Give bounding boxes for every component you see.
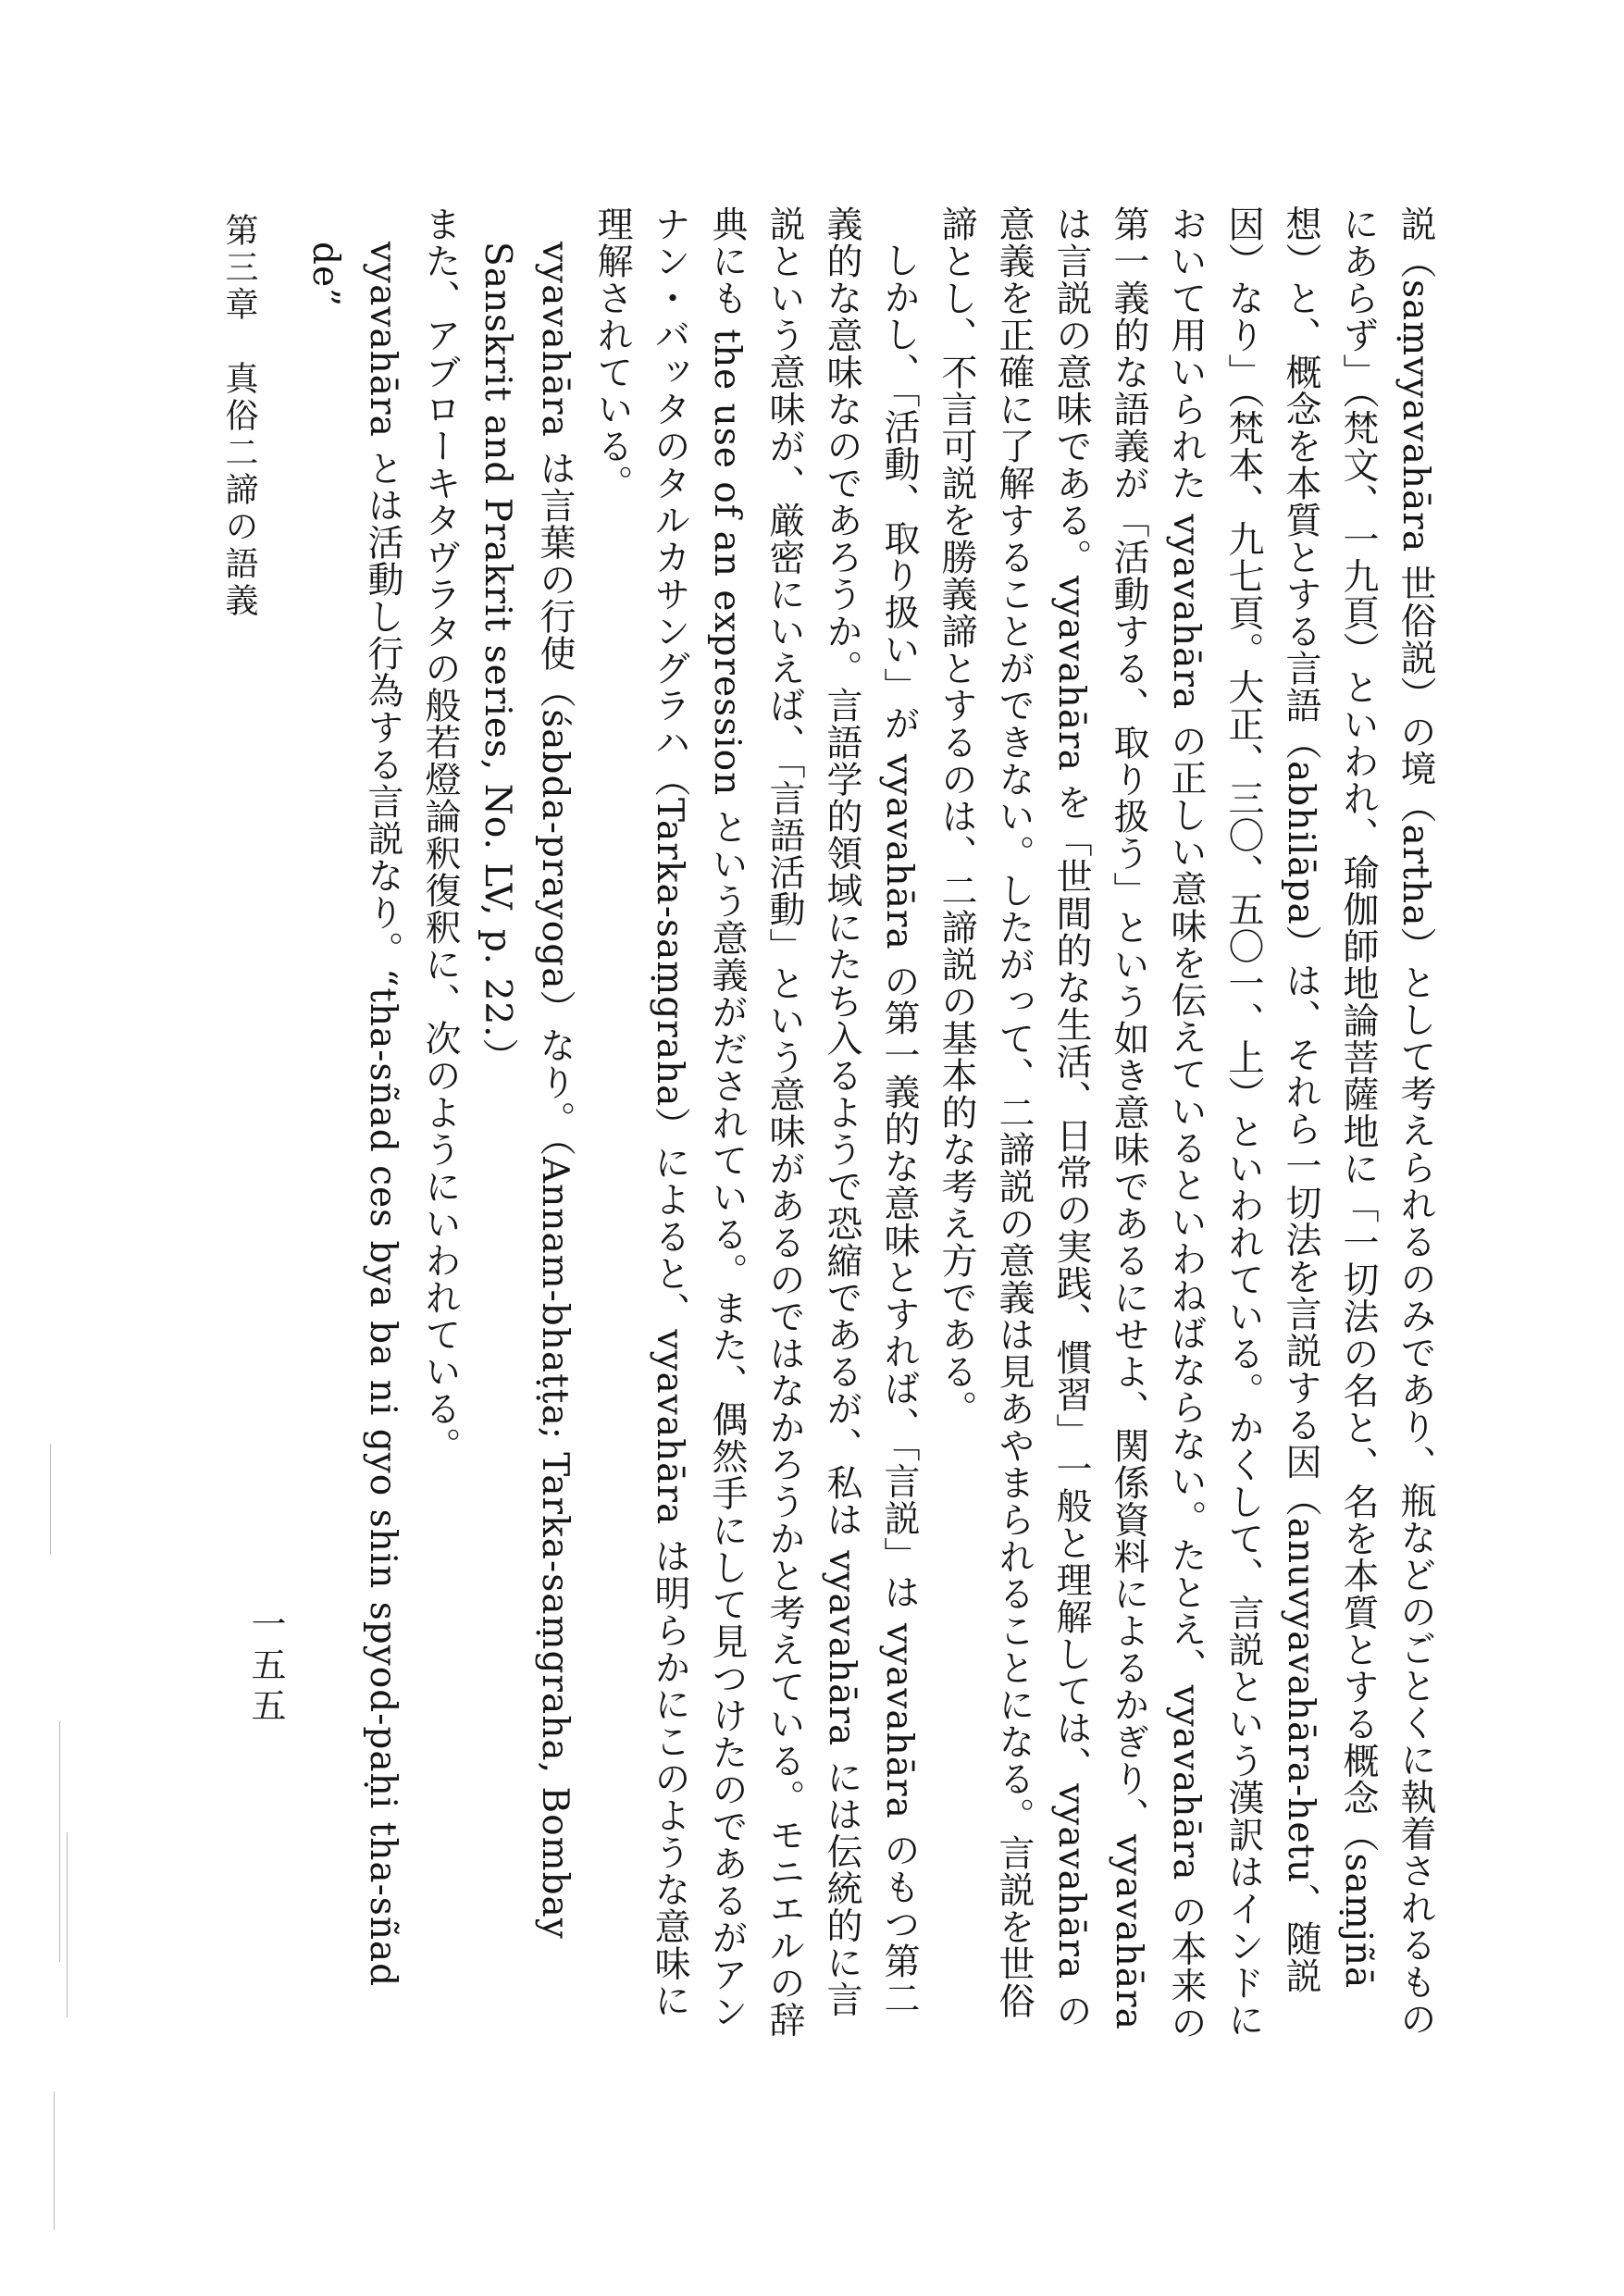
- paragraph-2: しかし、「活動、取り扱い」が vyavahāra の第一義的な意味とすれば、「言説」は vyavahāra のもつ第二義的な意味なのであろうか。言語学的領域にたち入るようで恐縮であるが、私は vyavahāra には伝統的に言説という意味が、厳密にいえば、「言語活動」という意味があるのではなかろうかと考えている。モニエルの辞典にも the use of an expression という意義がだされている。また、偶然手にして見つけたのであるがアンナン・バッタのタルカサングラハ（Tarka-saṃgraha）によると、vyavahāra は明らかにこのような意味に理解されている。: [591, 205, 920, 2039]
- quotation-1: [468, 205, 583, 2047]
- body-text: [296, 205, 1444, 2047]
- page-number: 一五五: [245, 1606, 286, 1728]
- quotation-2-text: vyavahāra とは活動し行為する言説なり。“tha-sñad ces bya ba ni gyo shin spyod-paḥi tha-sñad de”: [304, 242, 403, 1988]
- quotation-1-text: vyavahāra は言葉の行使（śabda-prayoga）なり。（Annam-bhaṭṭa; Tarka-saṃgraha, Bombay Sanskrit and Prakrit series, No. LV, p. 22.）: [477, 242, 576, 1940]
- quotation-2: [296, 205, 411, 2047]
- scan-artifact: [46, 1444, 74, 2277]
- paragraph-3: また、アブローキタヴラタの般若燈論釈復釈に、次のようにいわれている。: [419, 205, 461, 1464]
- running-head: 第三章 真俗二諦の語義: [220, 213, 258, 620]
- paragraph-1: 説（saṃvyavahāra 世俗説）の境（artha）として考えられるのみであり、瓶などのごとくに執着されるものにあらず」（梵文、一九頁）といわれ、瑜伽師地論菩薩地に「一切法の名と、名を本質とする概念（saṃjñā 想）と、概念を本質とする言語（abhilāpa）は、それら一切法を言説する因（anuvyavahāra-hetu、随説因）なり」（梵本、九七頁。大正、三〇、五〇一、上）といわれている。かくして、言説という漢訳はインドにおいて用いられた vyavahāra の正しい意味を伝えているといわねばならない。たとえ、vyavahāra の本来の第一義的な語義が「活動する、取り扱う」という如き意味であるにせよ、関係資料によるかぎり、vyavahāra は言説の意味である。vyavahāra を「世間的な生活、日常の実践、慣習」一般と理解しては、vyavahāra の意義を正確に了解することができない。したがって、二諦説の意義は見あやまられることになる。言説を世俗諦とし、不言可説を勝義諦とするのは、二諦説の基本的な考え方である。: [936, 205, 1436, 2042]
